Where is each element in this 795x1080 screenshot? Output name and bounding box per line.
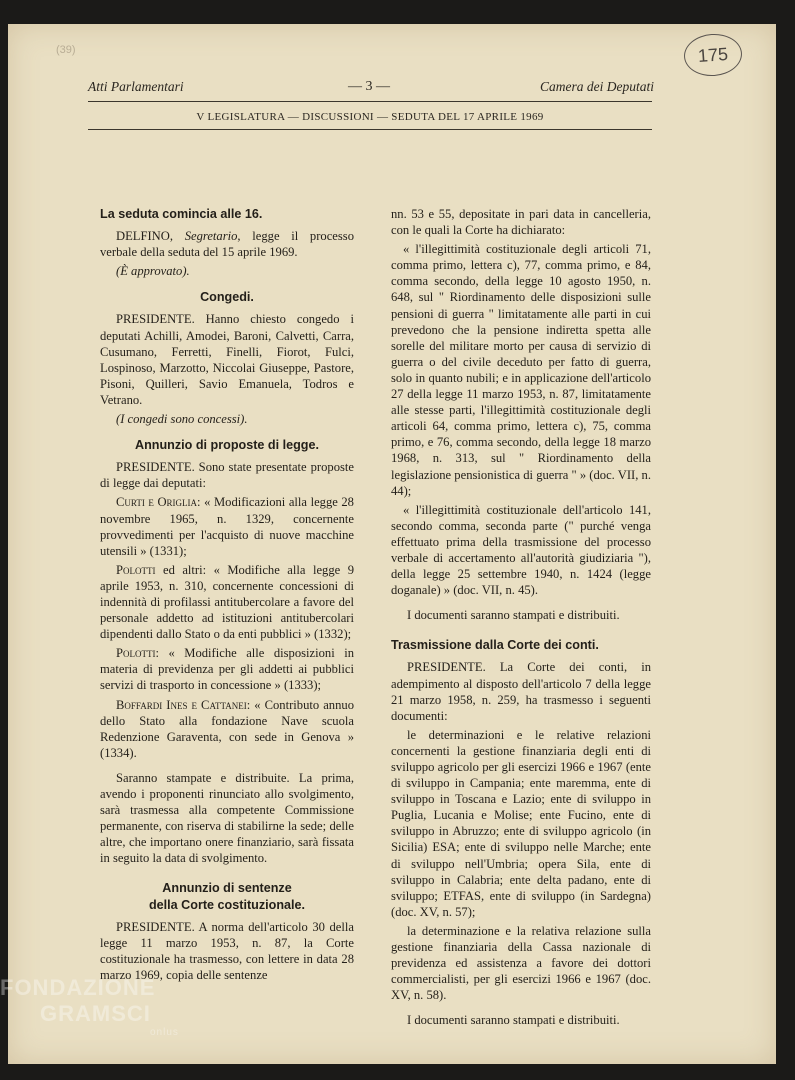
- congedi-paragraph: PRESIDENTE. Hanno chiesto congedo i deputati Achilli, Amodei, Baroni, Calvetti, Carra, Cusumano, Ferretti, Finelli, Fiorot, Fulci, Lospinoso, Marzotto, Niccolai Giuseppe, Pastore, Pisoni, Quilleri, Savio Emanuela, Todros e Vetrano.: [100, 312, 354, 407]
- sentenze-continuation: nn. 53 e 55, depositate in pari data in cancelleria, con le quali la Corte ha dichiarato:: [391, 207, 651, 238]
- header-left: Atti Parlamentari: [88, 79, 184, 94]
- proposte-intro: PRESIDENTE. Sono state presentate proposte di legge dai deputati:: [100, 460, 354, 491]
- sentenza-quote: « l'illegittimità costituzionale degli articoli 71, comma primo, lettera c), 77, comma primo, e 84, comma secondo, della legge 10 agosto 1950, n. 648, sul " Riordinamento delle disposizioni sulle pensioni di guerra " limitatamente alle parti in cui prevedono che la pensione indiretta spetta alle sorelle del militare morto per causa di servizio di guerra o del civile deceduto per fatto di guerra, solo in quanto nubili; e in applicazione dell'articolo 27 della legge 11 marzo 1953, n. 87, limitatamente alle stesse parti, l'illegittimità costituzionale degli articoli 64, comma primo, lettera c), 75, comma primo, e 76, comma secondo, della legge 18 marzo 1968, n. 313, sul " Riordinamento della legislazione pensionistica di guerra " » (doc. VII, n. 44);: [391, 242, 651, 498]
- document-page: [8, 24, 776, 1064]
- sentenza-quote: « l'illegittimità costituzionale dell'articolo 141, secondo comma, seconda parte (" purché venga effettuato prima della trasmissione del processo verbale di accertamento all'autorità giudiziaria "), della legge 25 settembre 1940, n. 1424 (legge doganale) » (doc. VII, n. 45).: [391, 502, 651, 598]
- sentenze-heading-line2: della Corte costituzionale.: [148, 897, 306, 912]
- corte-conti-heading: Trasmissione dalla Corte dei conti.: [391, 638, 599, 653]
- header-rule-top: [88, 101, 652, 102]
- opening-paragraph: DELFINO, Segretario, legge il processo verbale della seduta del 15 aprile 1969.: [100, 229, 354, 260]
- watermark-logo: FONDAZIONE GRAMSCI onlus: [0, 975, 179, 1038]
- corte-conti-item: la determinazione e la relativa relazione sulla gestione finanziaria della Cassa nazionale di previdenza ed assistenza a favore dei dottori commercialisti, per gli esercizi 1966 e 1967 (doc. XV, n. 58).: [391, 923, 651, 1003]
- header-right: Camera dei Deputati: [540, 79, 654, 94]
- corte-conti-closing: I documenti saranno stampati e distribuiti.: [407, 1013, 620, 1028]
- sentenze-closing: I documenti saranno stampati e distribuiti.: [407, 608, 620, 623]
- proposta-item: Polotti ed altri: « Modifiche alla legge 9 aprile 1953, n. 310, concernente concessioni di indennità di profilassi antitubercolare a favore del personale addetto ad istituzioni antitubercolari dipendenti dallo Stato o da enti pubblici » (1332);: [100, 562, 354, 642]
- corte-conti-item: le determinazioni e le relative relazioni concernenti la gestione finanziaria degli enti di sviluppo agricolo per gli esercizi 1966 e 1967 (ente di sviluppo in Campania; ente maremma, ente di sviluppo in Toscana e Lazio; ente di sviluppo in Puglia, Lucania e Molise; ente Fucino, ente di sviluppo in Abruzzo; ente di sviluppo agricolo (in Sicilia) ESA; ente di sviluppo nelle Marche; ente di sviluppo nell'Umbria; opera Sila, ente di sviluppo in Calabria; ente delta padano, ente di sviluppo; ETFAS, ente di sviluppo (in Sardegna) (doc. XV, n. 57);: [391, 727, 651, 919]
- congedi-heading: Congedi.: [200, 290, 254, 305]
- corte-conti-intro: PRESIDENTE. La Corte dei conti, in adempimento al disposto dell'articolo 7 della legge 21 marzo 1958, n. 259, ha trasmesso i seguenti documenti:: [391, 660, 651, 723]
- right-column: [391, 206, 651, 1032]
- proposta-item: Boffardi Ines e Cattanei: « Contributo annuo dello Stato alla fondazione Nave scuola Redenzione Garaventa, con sede in Genova » (1334).: [100, 697, 354, 760]
- proposte-closing: Saranno stampate e distribuite. La prima, avendo i proponenti rinunciato allo svolgimento, sarà trasmessa alla competente Commissione permanente, con riserva di stabilirne la sede; delle altre, che importano onere finanziario, sarà fissata in seguito la data di svolgimento.: [100, 770, 354, 866]
- proposta-item: Curti e Origlia: « Modificazioni alla legge 28 novembre 1965, n. 1329, concernente provvedimenti per l'acquisto di nuove macchine utensili » (1331);: [100, 495, 354, 558]
- sentenze-heading-line1: Annunzio di sentenze: [162, 881, 292, 896]
- congedi-note: (I congedi sono concessi).: [116, 412, 248, 427]
- sentenze-paragraph: PRESIDENTE. A norma dell'articolo 30 della legge 11 marzo 1953, n. 87, la Corte costituzionale ha trasmesso, con lettere in data 28 marzo 1969, copia delle sentenze: [100, 919, 354, 982]
- approval-note: (È approvato).: [116, 264, 190, 279]
- opening-heading: La seduta comincia alle 16.: [100, 207, 263, 221]
- proposte-heading: Annunzio di proposte di legge.: [135, 438, 319, 453]
- session-subheader: V LEGISLATURA — DISCUSSIONI — SEDUTA DEL 17 APRILE 1969: [196, 111, 544, 123]
- page-number: — 3 —: [348, 79, 390, 94]
- pencil-note: (39): [56, 44, 76, 56]
- archive-stamp: 175: [683, 32, 744, 78]
- header-rule-bottom: [88, 129, 652, 130]
- left-column: [100, 206, 354, 986]
- proposta-item: Polotti: « Modifiche alle disposizioni in materia di previdenza per gli addetti ai pubblici servizi di trasporto in concessione » (1333);: [100, 646, 354, 693]
